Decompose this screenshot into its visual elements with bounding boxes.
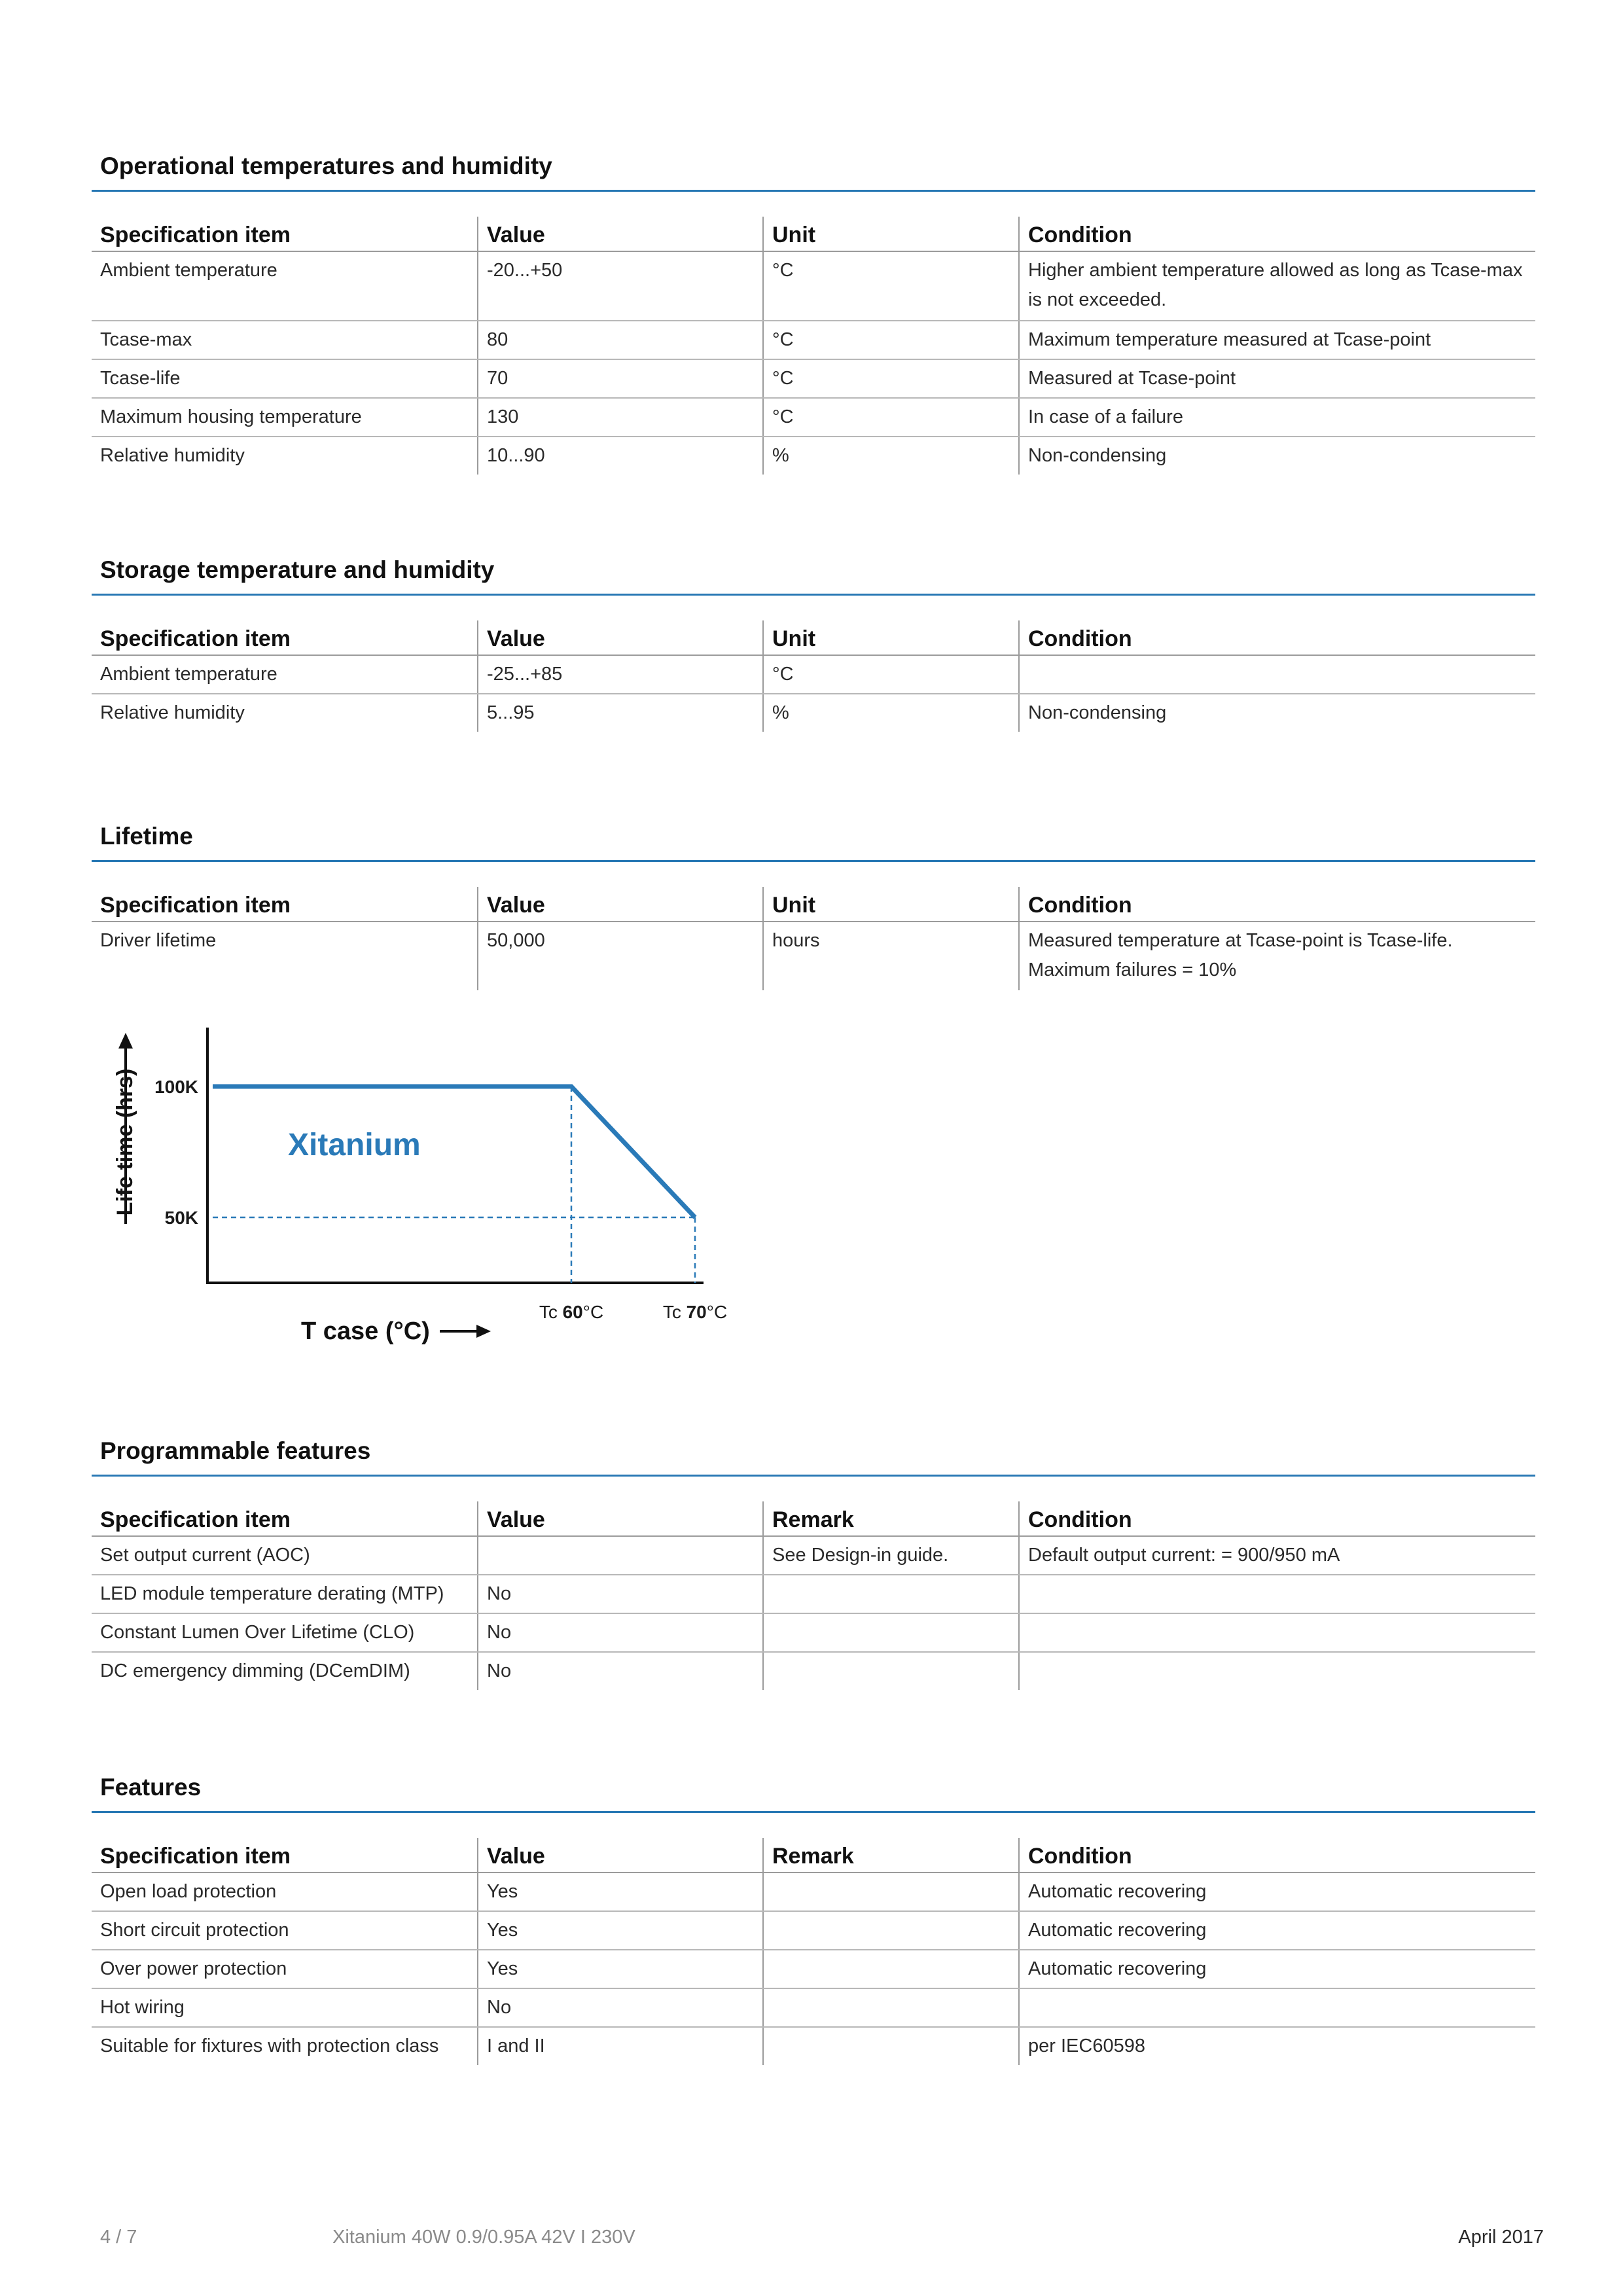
table-row bbox=[92, 1911, 1535, 1950]
cell-value: 50,000 bbox=[478, 922, 763, 990]
table-row bbox=[92, 398, 1535, 437]
cell-condition: Default output current: = 900/950 mA bbox=[1019, 1536, 1535, 1575]
cell-value: Yes bbox=[478, 1950, 763, 1988]
y-tick-label: 100K bbox=[154, 1077, 198, 1097]
y-arrow-head bbox=[118, 1033, 133, 1049]
section-lifetime bbox=[92, 818, 1535, 990]
cell-unit: °C bbox=[763, 398, 1019, 437]
cell-spec-item: Open load protection bbox=[92, 1873, 478, 1911]
cell-value: I and II bbox=[478, 2027, 763, 2065]
cell-condition: per IEC60598 bbox=[1019, 2027, 1535, 2065]
cell-value: 130 bbox=[478, 398, 763, 437]
header-value: Value bbox=[478, 217, 763, 251]
cell-value bbox=[478, 1536, 763, 1575]
header-condition: Condition bbox=[1019, 217, 1535, 251]
cell-spec-item: Tcase-max bbox=[92, 321, 478, 359]
table-header-row bbox=[92, 217, 1535, 251]
table-row bbox=[92, 1950, 1535, 1988]
header-value: Value bbox=[478, 887, 763, 922]
table-row bbox=[92, 694, 1535, 732]
header-condition: Condition bbox=[1019, 887, 1535, 922]
storage-table bbox=[92, 620, 1535, 732]
lifetime-table bbox=[92, 887, 1535, 990]
chart-series-label: Xitanium bbox=[288, 1128, 421, 1162]
cell-unit: °C bbox=[763, 655, 1019, 694]
y-tick-label: 50K bbox=[164, 1208, 198, 1228]
cell-remark bbox=[763, 1911, 1019, 1950]
cell-value: 70 bbox=[478, 359, 763, 398]
cell-condition: Non-condensing bbox=[1019, 437, 1535, 475]
cell-spec-item: Ambient temperature bbox=[92, 251, 478, 321]
cell-spec-item: DC emergency dimming (DCemDIM) bbox=[100, 1660, 410, 1681]
table-row bbox=[92, 321, 1535, 359]
table-row bbox=[92, 1575, 1535, 1613]
cell-condition: Maximum temperature measured at Tcase-point bbox=[1019, 321, 1535, 359]
cell-condition bbox=[1019, 1652, 1535, 1690]
cell-unit: °C bbox=[763, 359, 1019, 398]
table-row bbox=[92, 359, 1535, 398]
operational-table bbox=[92, 217, 1535, 475]
table-row bbox=[92, 655, 1535, 694]
cell-remark bbox=[763, 1873, 1019, 1911]
table-row bbox=[92, 1536, 1535, 1575]
section-title: Storage temperature and humidity bbox=[100, 556, 495, 583]
cell-value: -20...+50 bbox=[478, 251, 763, 321]
x-arrow-head bbox=[476, 1325, 491, 1338]
table-row bbox=[92, 1652, 1535, 1690]
cell-remark bbox=[763, 1988, 1019, 2027]
cell-spec-item: Maximum housing temperature bbox=[92, 398, 478, 437]
cell-value: 5...95 bbox=[478, 694, 763, 732]
section-title: Lifetime bbox=[100, 823, 193, 850]
header-condition: Condition bbox=[1019, 1838, 1535, 1873]
section-divider bbox=[92, 1811, 1535, 1813]
cell-remark bbox=[763, 1652, 1019, 1690]
cell-remark: See Design-in guide. bbox=[763, 1536, 1019, 1575]
cell-value: No bbox=[478, 1613, 763, 1652]
cell-condition: Automatic recovering bbox=[1019, 1950, 1535, 1988]
header-condition: Condition bbox=[1019, 620, 1535, 655]
cell-unit: % bbox=[763, 694, 1019, 732]
table-row bbox=[92, 1988, 1535, 2027]
cell-value: No bbox=[478, 1988, 763, 2027]
cell-spec-item: Constant Lumen Over Lifetime (CLO) bbox=[92, 1613, 478, 1652]
page-number: 4 / 7 bbox=[100, 2227, 137, 2248]
section-title: Features bbox=[100, 1774, 202, 1801]
cell-remark bbox=[763, 1950, 1019, 1988]
header-condition: Condition bbox=[1019, 1501, 1535, 1536]
table-header-row bbox=[92, 620, 1535, 655]
cell-spec-item: Ambient temperature bbox=[92, 655, 478, 694]
cell-spec-item: LED module temperature derating (MTP) bbox=[92, 1575, 478, 1613]
cell-spec-item: Relative humidity bbox=[100, 445, 245, 466]
cell-spec-item: Over power protection bbox=[92, 1950, 478, 1988]
header-remark: Remark bbox=[763, 1838, 1019, 1873]
x-tick-label: Tc 70°C bbox=[662, 1302, 728, 1322]
cell-value: Yes bbox=[478, 1873, 763, 1911]
features-table bbox=[92, 1838, 1535, 2065]
table-header-row bbox=[92, 887, 1535, 922]
cell-value: 10...90 bbox=[478, 437, 763, 475]
cell-remark bbox=[763, 1575, 1019, 1613]
header-spec-item: Specification item bbox=[92, 1501, 478, 1536]
cell-unit: hours bbox=[763, 922, 1019, 990]
cell-condition: Higher ambient temperature allowed as long as Tcase-max is not exceeded. bbox=[1019, 251, 1535, 321]
cell-spec-item: Suitable for fixtures with protection class bbox=[100, 2036, 439, 2056]
header-unit: Unit bbox=[763, 620, 1019, 655]
chart-ylabel: Life time (hrs) bbox=[113, 1068, 137, 1216]
table-row bbox=[92, 922, 1535, 990]
chart-xlabel: T case (°C) bbox=[301, 1318, 430, 1345]
cell-value: Yes bbox=[478, 1911, 763, 1950]
cell-spec-item: Short circuit protection bbox=[92, 1911, 478, 1950]
header-value: Value bbox=[478, 1838, 763, 1873]
cell-unit: °C bbox=[763, 251, 1019, 321]
section-divider bbox=[92, 594, 1535, 596]
cell-spec-item: Hot wiring bbox=[92, 1988, 478, 2027]
x-tick-label: Tc 60°C bbox=[539, 1302, 604, 1322]
section-divider bbox=[92, 1475, 1535, 1477]
table-row bbox=[92, 437, 1535, 475]
section-programmable bbox=[92, 1433, 1535, 1690]
cell-spec-item: Tcase-life bbox=[92, 359, 478, 398]
cell-condition: Automatic recovering bbox=[1019, 1911, 1535, 1950]
table-header-row bbox=[92, 1501, 1535, 1536]
cell-spec-item: Driver lifetime bbox=[100, 930, 217, 951]
cell-condition: In case of a failure bbox=[1019, 398, 1535, 437]
cell-condition: Measured temperature at Tcase-point is Tcase-life. Maximum failures = 10% bbox=[1019, 922, 1535, 990]
cell-unit: °C bbox=[763, 321, 1019, 359]
cell-spec-item: Set output current (AOC) bbox=[92, 1536, 478, 1575]
series-line bbox=[213, 1086, 695, 1217]
cell-spec-item: Relative humidity bbox=[100, 702, 245, 723]
header-spec-item: Specification item bbox=[92, 1838, 478, 1873]
header-unit: Unit bbox=[763, 217, 1019, 251]
cell-unit: % bbox=[763, 437, 1019, 475]
cell-condition bbox=[1019, 1575, 1535, 1613]
cell-condition: Automatic recovering bbox=[1019, 1873, 1535, 1911]
header-value: Value bbox=[478, 620, 763, 655]
cell-value: 80 bbox=[478, 321, 763, 359]
cell-condition bbox=[1019, 655, 1535, 694]
lifetime-chart bbox=[105, 1021, 733, 1374]
section-operational bbox=[92, 148, 1535, 475]
programmable-table bbox=[92, 1501, 1535, 1690]
cell-condition: Non-condensing bbox=[1019, 694, 1535, 732]
section-title: Programmable features bbox=[100, 1437, 371, 1464]
table-row bbox=[92, 1613, 1535, 1652]
cell-value: No bbox=[478, 1575, 763, 1613]
cell-remark bbox=[763, 1613, 1019, 1652]
table-row bbox=[92, 2027, 1535, 2065]
cell-condition bbox=[1019, 1988, 1535, 2027]
header-unit: Unit bbox=[763, 887, 1019, 922]
header-spec-item: Specification item bbox=[92, 217, 478, 251]
cell-condition: Measured at Tcase-point bbox=[1019, 359, 1535, 398]
table-row bbox=[92, 1873, 1535, 1911]
table-row bbox=[92, 251, 1535, 321]
header-spec-item: Specification item bbox=[92, 887, 478, 922]
header-value: Value bbox=[478, 1501, 763, 1536]
table-header-row bbox=[92, 1838, 1535, 1873]
header-spec-item: Specification item bbox=[92, 620, 478, 655]
publication-date: April 2017 bbox=[1458, 2227, 1544, 2248]
product-name: Xitanium 40W 0.9/0.95A 42V I 230V bbox=[332, 2227, 635, 2248]
section-storage bbox=[92, 552, 1535, 732]
header-remark: Remark bbox=[763, 1501, 1019, 1536]
cell-value: -25...+85 bbox=[478, 655, 763, 694]
cell-remark bbox=[763, 2027, 1019, 2065]
section-divider bbox=[92, 860, 1535, 862]
section-divider bbox=[92, 190, 1535, 192]
cell-value: No bbox=[478, 1652, 763, 1690]
section-features bbox=[92, 1769, 1535, 2065]
section-title: Operational temperatures and humidity bbox=[100, 152, 552, 179]
cell-condition bbox=[1019, 1613, 1535, 1652]
